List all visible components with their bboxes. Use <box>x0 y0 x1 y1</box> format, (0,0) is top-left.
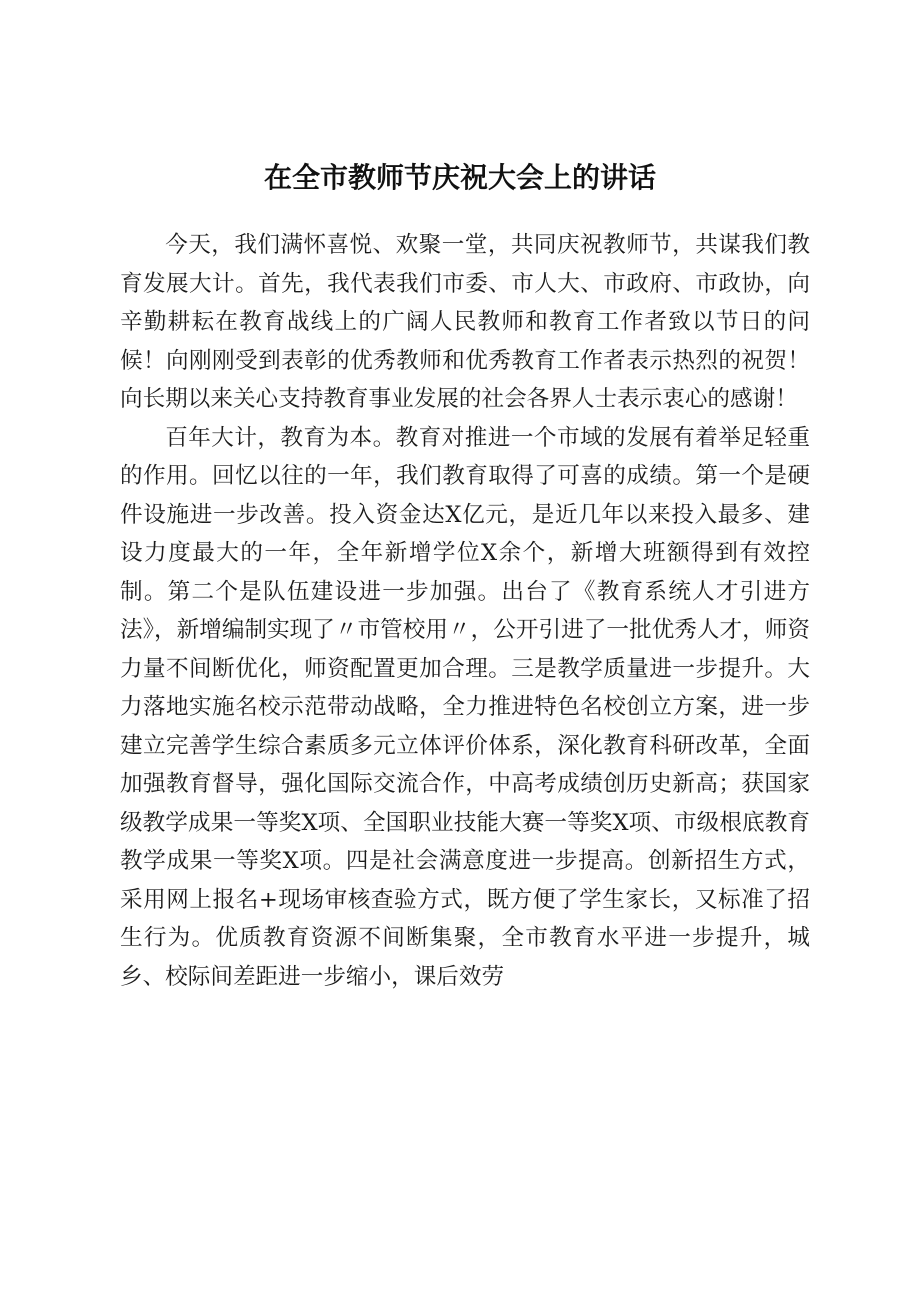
paragraph-achievements: 百年大计，教育为本。教育对推进一个市域的发展有着举足轻重的作用。回忆以往的一年，我们教育取得了可喜的成绩。第一个是硬件设施进一步改善。投入资金达X亿元，是近几年以来投入最多、建设力度最大的一年，全年新增学位X余个，新增大班额得到有效控制。第二个是队伍建设进一步加强。出台了《教育系统人才引进方法》，新增编制实现了〃市管校用〃，公开引进了一批优秀人才，师资力量不间断优化，师资配置更加合理。三是教学质量进一步提升。大力落地实施名校示范带动战略，全力推进特色名校创立方案，进一步建立完善学生综合素质多元立体评价体系，深化教育科研改革，全面加强教育督导，强化国际交流合作，中高考成绩创历史新高；获国家级教学成果一等奖X项、全国职业技能大赛一等奖X项、市级根底教育教学成果一等奖X项。四是社会满意度进一步提高。创新招生方式，采用网上报名+现场审核查验方式，既方便了学生家长，又标准了招生行为。优质教育资源不间断集聚，全市教育水平进一步提升，城乡、校际间差距进一步缩小，课后效劳 <box>120 424 810 990</box>
paragraph-opening: 今天，我们满怀喜悦、欢聚一堂，共同庆祝教师节，共谋我们教育发展大计。首先，我代表我们市委、市人大、市政府、市政协，向辛勤耕耘在教育战线上的广阔人民教师和教育工作者致以节日的问候！向刚刚受到表彰的优秀教师和优秀教育工作者表示热烈的祝贺！向长期以来关心支持教育事业发展的社会各界人士表示衷心的感谢！ <box>120 232 810 412</box>
document-body <box>120 226 810 996</box>
document-title: 在全市教师节庆祝大会上的讲话 <box>263 161 656 194</box>
